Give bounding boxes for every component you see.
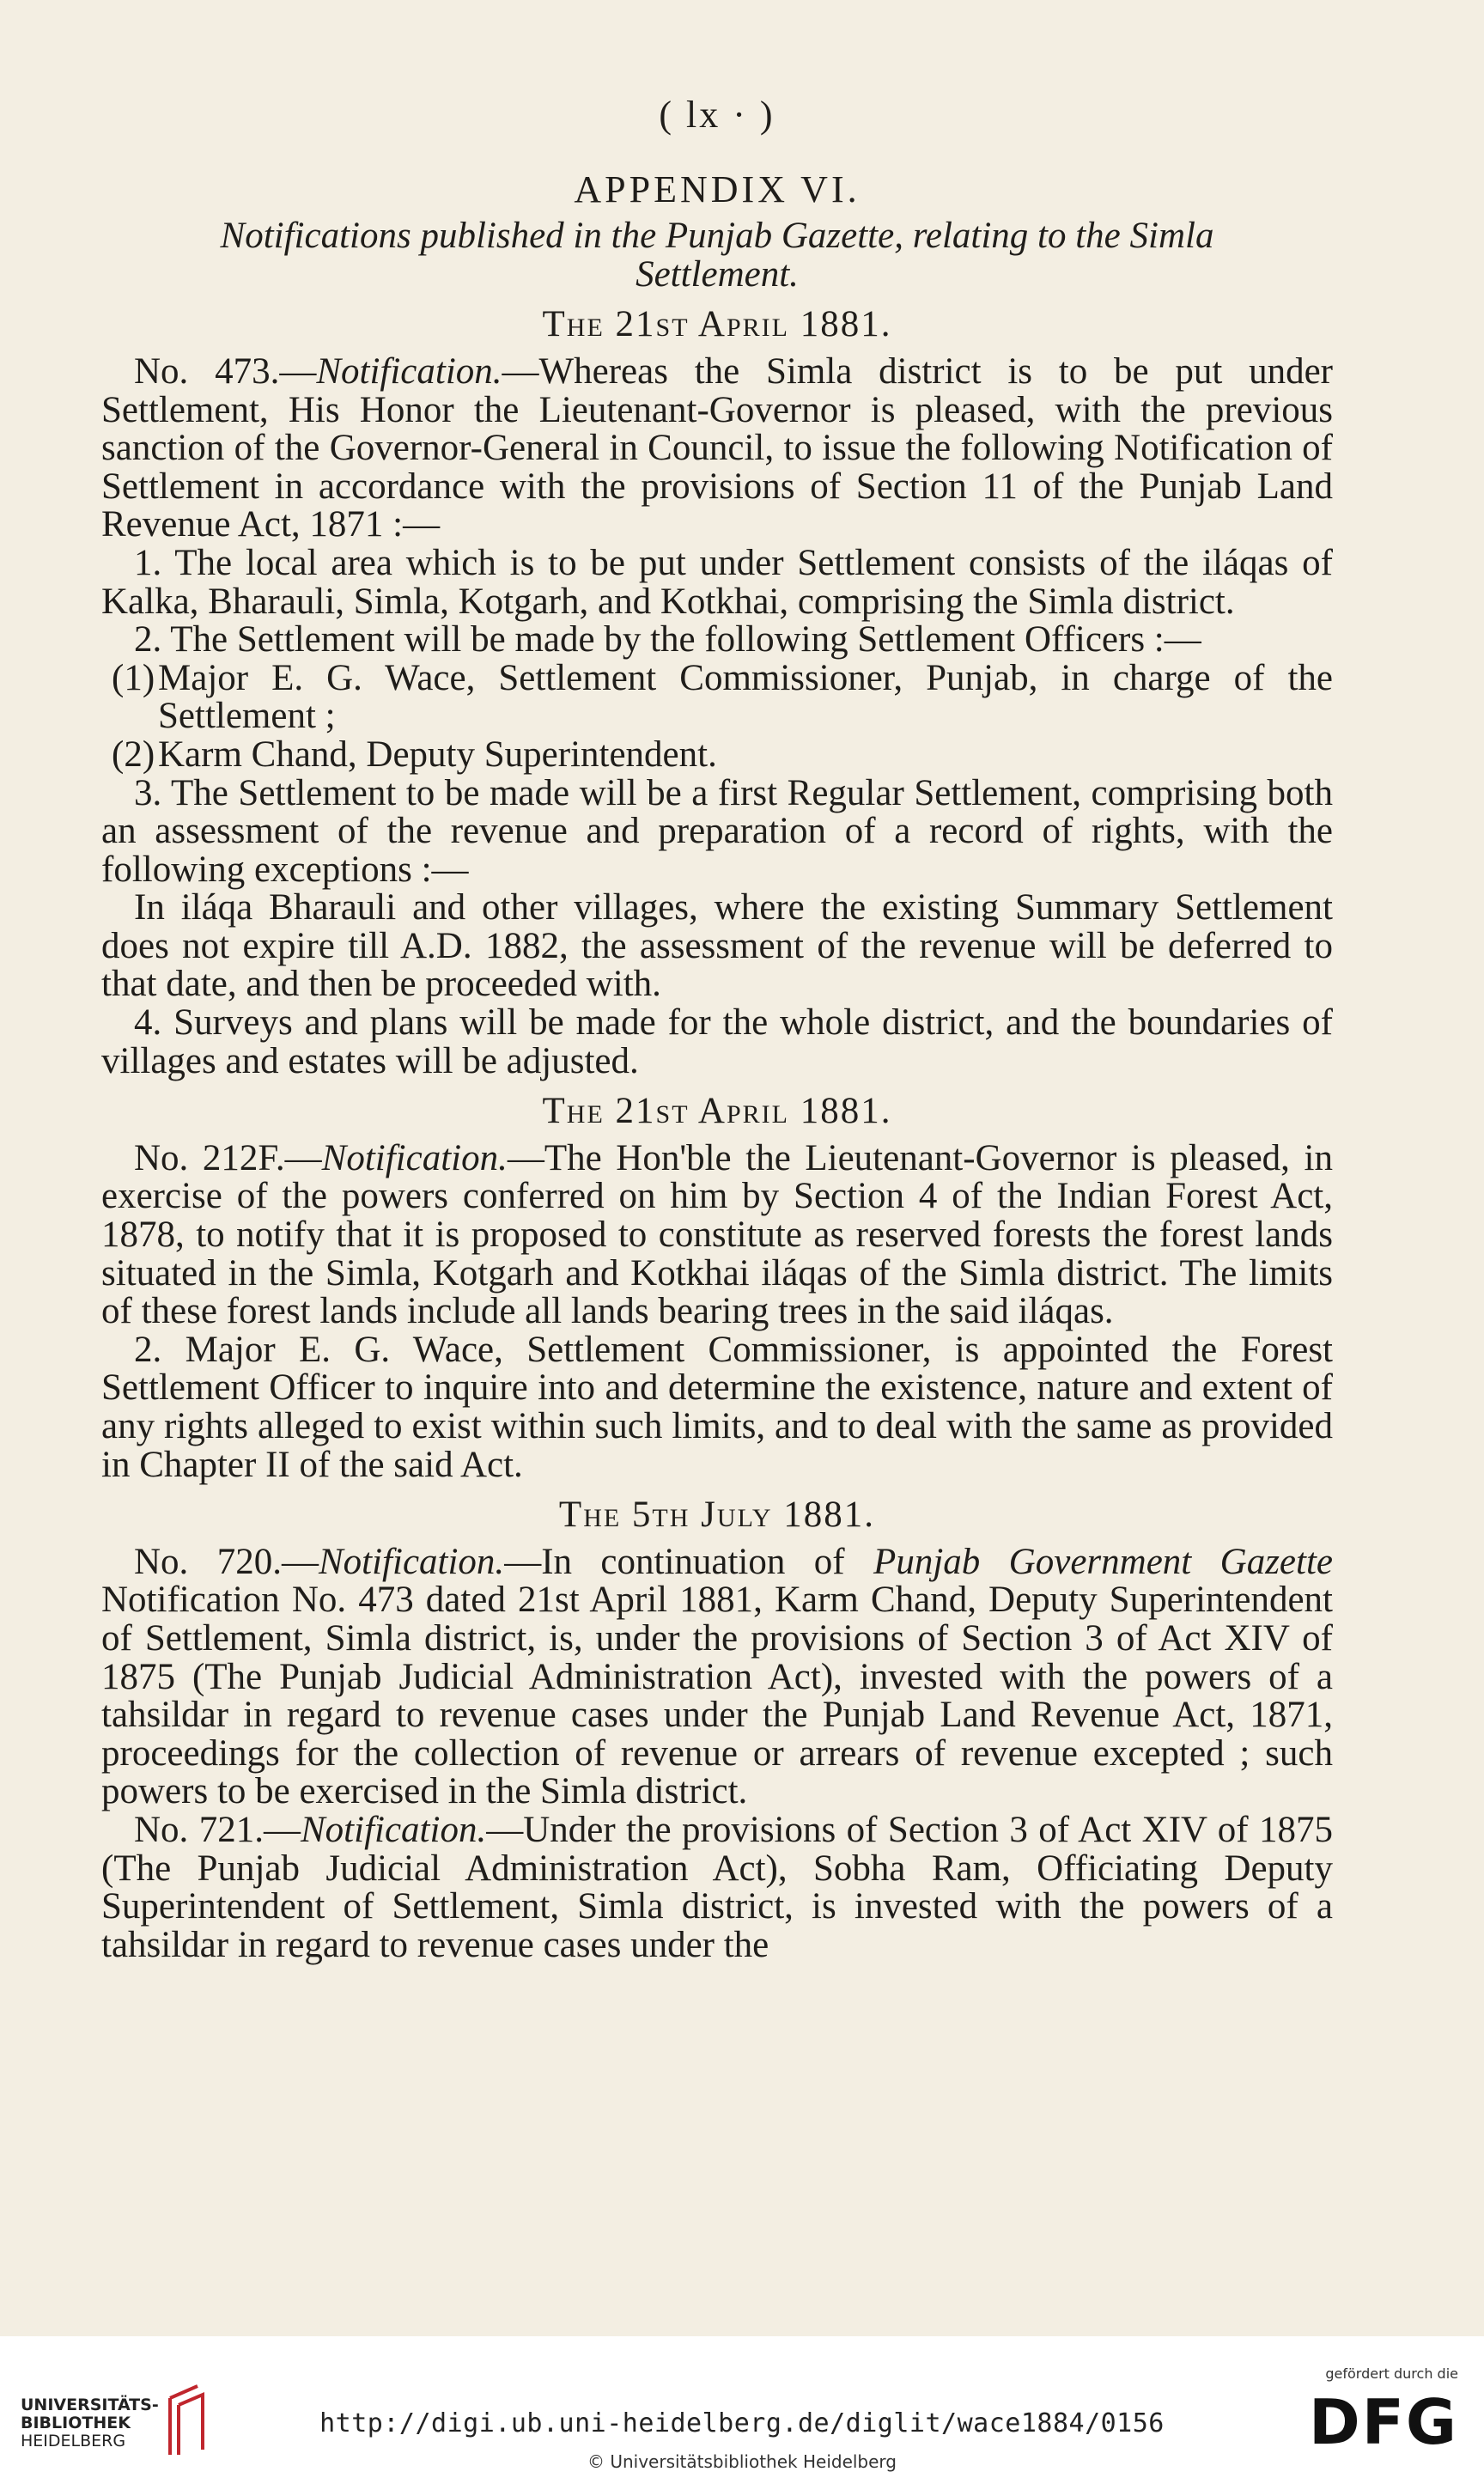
notification-body: —Under the provisions of Section 3 of Act XIV of 1875 (The Punjab Judicial Administration Act), Sobha Ram, Officiating Deputy Superintendent of Settlement, Simla district, is invested with the powers of a tahsildar in regard to revenue cases under the bbox=[101, 1809, 1333, 1965]
notification-212f-intro bbox=[101, 1137, 1333, 1332]
officer-item-1 bbox=[101, 657, 1333, 737]
subtitle-line-2: Settlement. bbox=[636, 253, 799, 295]
notification-label: Notification. bbox=[301, 1809, 487, 1850]
notification-number: No. 473.— bbox=[134, 350, 317, 392]
subtitle-line-1: Notifications published in the Punjab Gazette, relating to the Simla bbox=[220, 216, 1214, 257]
notification-body-b: Notification No. 473 dated 21st April 1881, Karm Chand, Deputy Superintendent of Settlement, Simla district, is, under the provisions of Section 3 of Act XIV of 1875 (The Punjab Judicial Administration Act), invested with the powers of a tahsildar in regard to revenue cases under the Punjab Land Revenue Act, 1871, proceedings for the collection of revenue or arrears of revenue excepted ; such powers to be exercised in the Simla district. bbox=[101, 1580, 1333, 1812]
officer-item-2 bbox=[101, 736, 1333, 775]
permalink-url[interactable]: http://digi.ub.uni-heidelberg.de/diglit/wace1884/0156 bbox=[319, 2408, 1165, 2438]
section-date-2: The 21st April 1881. bbox=[542, 1091, 892, 1132]
officer-item-number: (2) bbox=[112, 734, 155, 775]
notification-label: Notification. bbox=[321, 1137, 508, 1178]
section-date-1: The 21st April 1881. bbox=[542, 304, 892, 345]
paragraph-3: 3. The Settlement to be made will be a first Regular Settlement, comprising both an assessment of the revenue and preparation of a record of rights, with the following exceptions :— bbox=[101, 772, 1333, 890]
notification-number: No. 721.— bbox=[134, 1809, 301, 1850]
officer-item-text: Karm Chand, Deputy Superintendent. bbox=[158, 734, 717, 775]
paragraph-3-exception: In iláqa Bharauli and other villages, where the existing Summary Settlement does not expire till A.D. 1882, the assessment of the revenue will be deferred to that date, and then be proceeded with. bbox=[101, 887, 1333, 1005]
notification-473-intro bbox=[101, 350, 1333, 545]
copyright-notice: © Universitätsbibliothek Heidelberg bbox=[587, 2451, 897, 2472]
paragraph-4: 4. Surveys and plans will be made for the whole district, and the boundaries of villages and estates will be adjusted. bbox=[101, 1002, 1333, 1081]
notification-721 bbox=[101, 1811, 1333, 1964]
officer-item-number: (1) bbox=[112, 657, 155, 698]
notification-number: No. 720.— bbox=[134, 1541, 319, 1582]
notification-body: —The Hon'ble the Lieutenant-Governor is pleased, in exercise of the powers conferred on him by Section 4 of the Indian Forest Act, 1878, to notify that it is proposed to constitute as reserved forests the forest lands situated in the Simla, Kotgarh and Kotkhai iláqas of the Simla district. The limits of these forest lands include all lands bearing trees in the said iláqas. bbox=[101, 1137, 1333, 1332]
notification-body: —Whereas the Simla district is to be put under Settlement, His Honor the Lieutenant-Governor is pleased, with the previous sanction of the Governor-General in Council, to issue the following Notification of Settlement in accordance with the provisions of Section 11 of the Punjab Land Revenue Act, 1871 :— bbox=[101, 350, 1333, 545]
notification-label: Notification. bbox=[316, 350, 502, 392]
section-date-3: The 5th July 1881. bbox=[558, 1495, 876, 1536]
page-text-column bbox=[101, 96, 1333, 1964]
page-number: ( lx · ) bbox=[659, 94, 775, 136]
paragraph-1: 1. The local area which is to be put under Settlement consists of the iláqas of Kalka, Bharauli, Simla, Kotgarh, and Kotkhai, comprising the Simla district. bbox=[101, 542, 1333, 622]
library-line-3: HEIDELBERG bbox=[21, 2432, 126, 2450]
library-line-1: UNIVERSITÄTS- bbox=[21, 2396, 159, 2414]
notification-number: No. 212F.— bbox=[134, 1137, 322, 1178]
library-line-2: BIBLIOTHEK bbox=[21, 2414, 131, 2432]
notification-body-a: —In continuation of bbox=[504, 1541, 874, 1582]
appendix-subtitle bbox=[101, 217, 1333, 294]
officer-item-text: Major E. G. Wace, Settlement Commissioner, Punjab, in charge of the Settlement ; bbox=[158, 657, 1333, 737]
paragraph-2-forest: 2. Major E. G. Wace, Settlement Commissioner, is appointed the Forest Settlement Officer to inquire into and determine the existence, nature and extent of any rights alleged to exist within such limits, and to deal with the same as provided in Chapter II of the said Act. bbox=[101, 1329, 1333, 1485]
paragraph-2: 2. The Settlement will be made by the following Settlement Officers :— bbox=[134, 619, 1201, 661]
notification-label: Notification. bbox=[318, 1541, 505, 1582]
dfg-logo: DFG bbox=[1308, 2386, 1458, 2458]
appendix-heading: APPENDIX VI. bbox=[574, 167, 861, 210]
viewer-footer bbox=[0, 2336, 1484, 2490]
notification-720 bbox=[101, 1543, 1333, 1811]
funded-by-label: gefördert durch die bbox=[1325, 2365, 1458, 2382]
gazette-title: Punjab Government Gazette bbox=[873, 1541, 1333, 1582]
